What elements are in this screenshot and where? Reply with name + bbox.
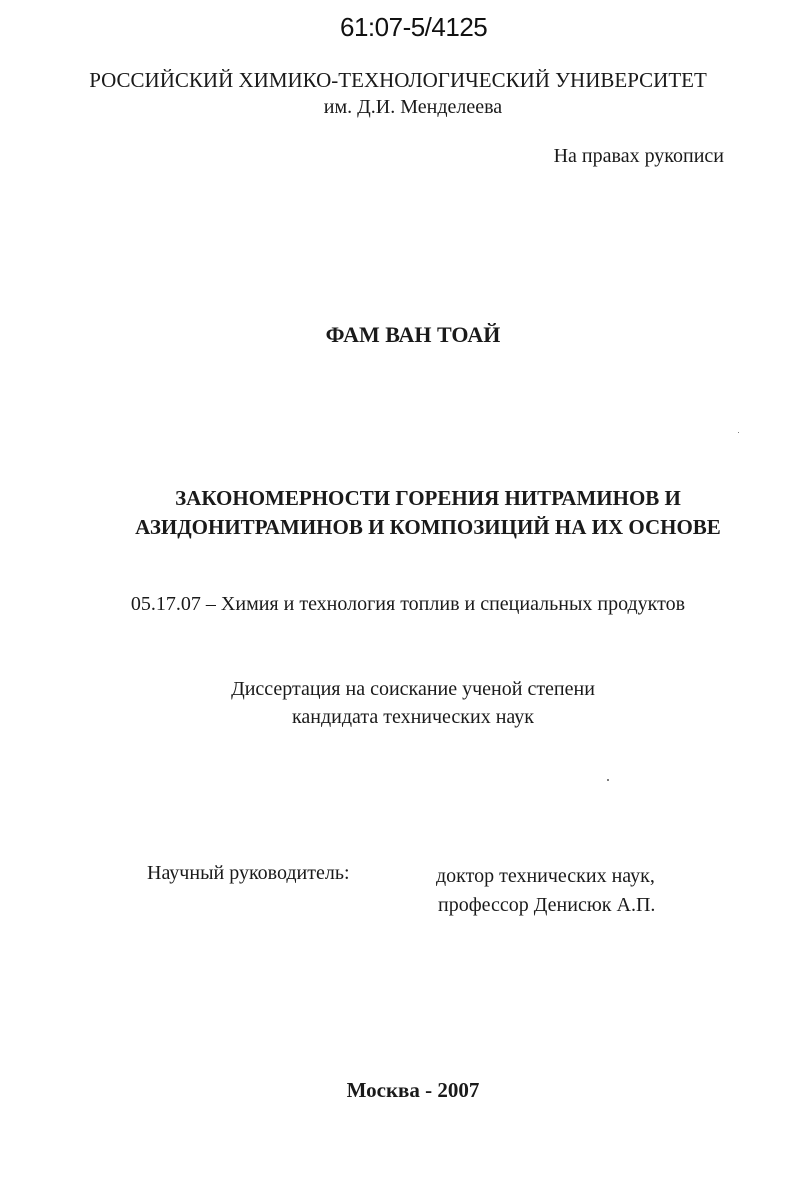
author-name: ФАМ ВАН ТОАЙ bbox=[325, 322, 501, 347]
scan-speck bbox=[607, 779, 609, 781]
title-line-2: АЗИДОНИТРАМИНОВ И КОМПОЗИЦИЙ НА ИХ ОСНОВЕ bbox=[135, 515, 721, 539]
degree-statement bbox=[0, 675, 796, 731]
manuscript-rights-note: На правах рукописи bbox=[553, 145, 724, 167]
dissertation-title bbox=[0, 484, 796, 542]
title-line-1: ЗАКОНОМЕРНОСТИ ГОРЕНИЯ НИТРАМИНОВ И bbox=[175, 486, 681, 510]
supervisor-name: профессор Денисюк А.П. bbox=[438, 894, 656, 916]
degree-line-2: кандидата технических наук bbox=[291, 706, 535, 728]
specialty-code: 05.17.07 – Химия и технология топлив и специальных продуктов bbox=[130, 593, 686, 615]
archive-stamp-number: 61:07-5/4125 bbox=[340, 12, 488, 42]
university-named-after: им. Д.И. Менделеева bbox=[323, 96, 503, 118]
supervisor-degree: доктор технических наук, bbox=[436, 865, 655, 887]
supervisor-info bbox=[436, 862, 655, 920]
scan-speck bbox=[738, 432, 739, 433]
university-name: РОССИЙСКИЙ ХИМИКО-ТЕХНОЛОГИЧЕСКИЙ УНИВЕРСИТЕТ bbox=[89, 68, 707, 92]
city-and-year: Москва - 2007 bbox=[346, 1078, 480, 1102]
supervisor-label: Научный руководитель: bbox=[147, 862, 350, 884]
degree-line-1: Диссертация на соискание ученой степени bbox=[231, 678, 595, 700]
